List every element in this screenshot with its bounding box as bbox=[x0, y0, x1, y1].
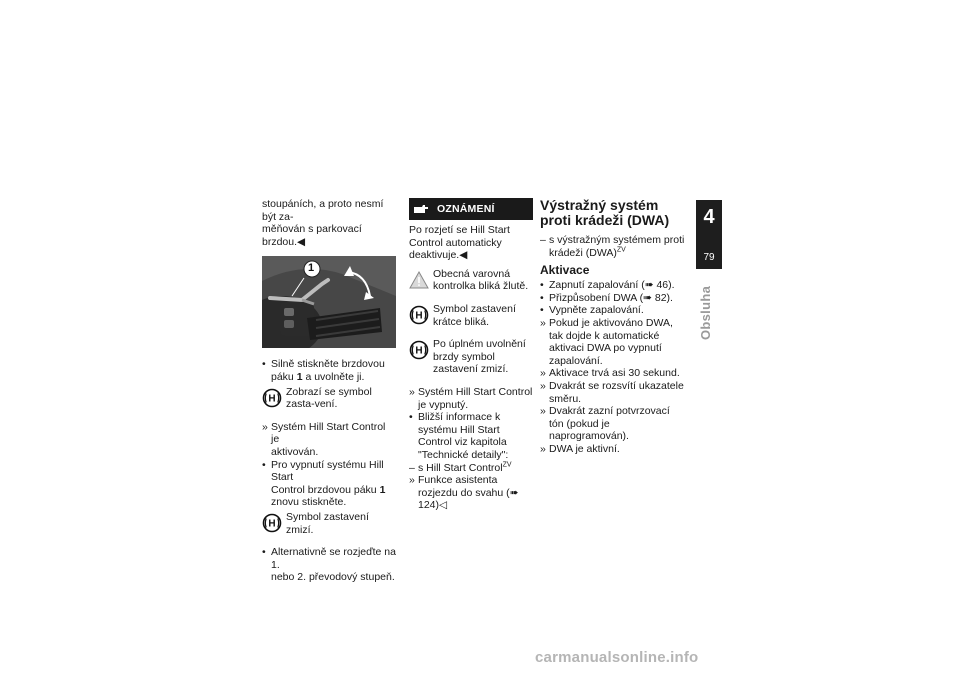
svg-text:H: H bbox=[415, 345, 423, 357]
warning-triangle-icon bbox=[409, 270, 429, 290]
column-2 bbox=[409, 198, 533, 512]
list-item: • Zapnutí zapalování (➠ 46). bbox=[540, 279, 675, 292]
section-label: Obsluha bbox=[698, 285, 713, 340]
chapter-number: 4 bbox=[703, 206, 715, 228]
photo-callout: 1 bbox=[308, 262, 315, 275]
hill-start-icon bbox=[409, 305, 429, 325]
svg-text:H: H bbox=[268, 393, 276, 405]
equipment-condition: – s Hill Start Control$^{ZV}$ bbox=[409, 461, 512, 474]
svg-text:H: H bbox=[268, 518, 276, 530]
list-item: » Dvakrát zazní potvrzovací tón (pokud je naprogramován). bbox=[540, 405, 670, 443]
list-item: » DWA je aktivní. bbox=[540, 442, 620, 455]
symbol-release-note: H Po úplném uvolnění brzdy symbol zastavení zmizí. bbox=[409, 338, 533, 376]
step-alternative: • Alternativně se rozjeďte na 1. nebo 2. převodový stupeň. bbox=[262, 546, 396, 584]
list-item: » Pokud je aktivováno DWA, tak dojde k automatické aktivaci DWA po vypnutí zapalování. bbox=[540, 316, 673, 367]
list-item: • Přizpůsobení DWA (➠ 82). bbox=[540, 291, 673, 304]
list-item: » Aktivace trvá asi 30 sekund. bbox=[540, 367, 680, 380]
hill-start-icon bbox=[409, 340, 429, 360]
symbol-warning-note: Obecná varovná kontrolka bliká žlutě. bbox=[409, 268, 533, 293]
step-deactivate: • Pro vypnutí systému Hill Start Control brzdovou páku 1 znovu stiskněte. bbox=[262, 458, 386, 509]
hill-start-icon bbox=[262, 388, 282, 408]
column-1 bbox=[262, 198, 396, 584]
svg-text:H: H bbox=[415, 310, 423, 322]
symbol-note-1: H Zobrazí se symbol zasta-vení. bbox=[262, 386, 396, 411]
notice-header: OZNÁMENÍ bbox=[409, 198, 533, 220]
hill-start-icon bbox=[262, 513, 282, 533]
symbol-flash-note: H Symbol zastavení krátce bliká. bbox=[409, 303, 533, 328]
result-off: » Systém Hill Start Control je vypnutý. bbox=[409, 385, 533, 411]
activation-steps bbox=[540, 279, 686, 455]
notice-hand-icon bbox=[413, 203, 429, 215]
more-info: • Bližší informace k systému Hill Start Control viz kapitola "Technické detaily": bbox=[409, 411, 509, 461]
watermark: carmanualsonline.info bbox=[535, 649, 699, 666]
column-3 bbox=[540, 198, 686, 456]
step-brake: • Silně stiskněte brzdovou páku 1 a uvolněte ji. bbox=[262, 358, 385, 383]
brake-lever-photo bbox=[262, 256, 396, 348]
list-item: » Dvakrát se rozsvítí ukazatele směru. bbox=[540, 379, 684, 405]
result-activated: » Systém Hill Start Control je aktivován. bbox=[262, 420, 386, 458]
cross-reference: » Funkce asistenta rozjezdu do svahu (➠ 124)◁ bbox=[409, 474, 519, 512]
list-item: • Vypněte zapalování. bbox=[540, 304, 644, 317]
section-title: Výstražný systém proti krádeži (DWA) bbox=[540, 197, 670, 228]
page-number: 79 bbox=[703, 252, 715, 263]
notice-text: Po rozjetí se Hill Start Control automaticky deaktivuje.◀ bbox=[409, 224, 510, 262]
subsection-title: Aktivace bbox=[540, 263, 590, 278]
equipment-condition: – s výstražným systémem proti krádeži (DWA)$^{ZV}$ bbox=[540, 234, 685, 259]
symbol-note-2: H Symbol zastavení zmizí. bbox=[262, 511, 396, 536]
intro-text: stoupáních, a proto nesmí být za- měňován s parkovací brzdou.◀ bbox=[262, 198, 384, 248]
chapter-tab bbox=[696, 200, 722, 269]
